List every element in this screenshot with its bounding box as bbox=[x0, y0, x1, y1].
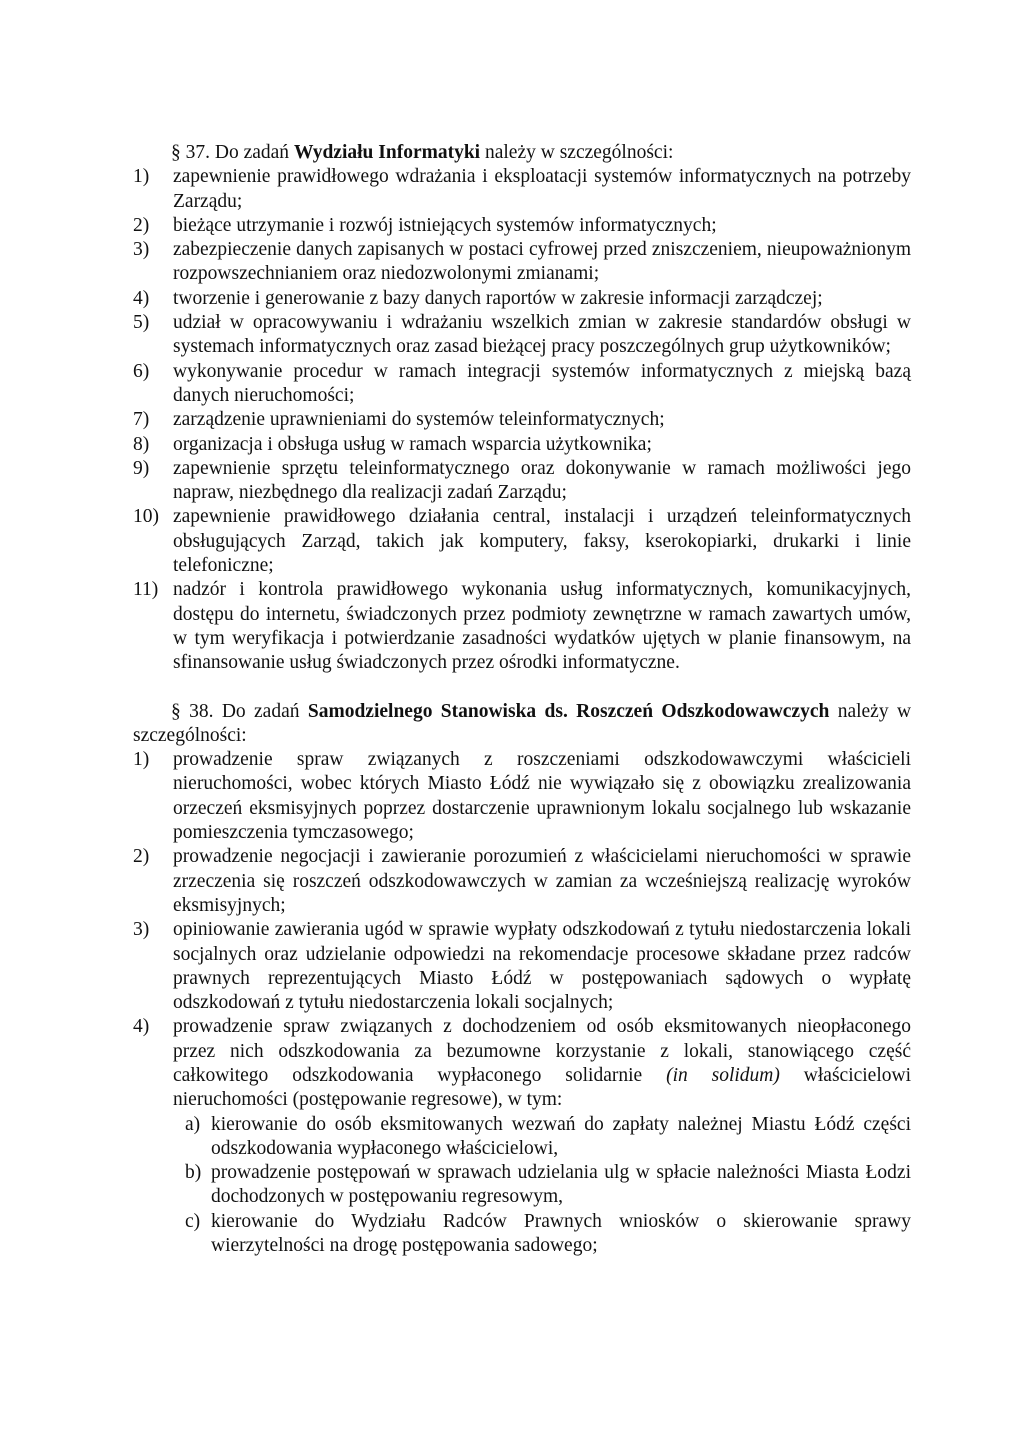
item-number: 10) bbox=[133, 506, 159, 528]
list-item bbox=[133, 918, 911, 1015]
item-number: 5) bbox=[133, 312, 150, 334]
section-number: § 38. bbox=[171, 700, 214, 722]
item-text: zapewnienie prawidłowego działania central, instalacji i urządzeń teleinformatycznych obsługujących Zarząd, takich jak komputery, faksy, kserokopiarki, drukarki i linie telefoniczne; bbox=[173, 506, 911, 577]
item-text: udział w opracowywaniu i wdrażaniu wszelkich zmian w zakresie standardów obsługi w systemach informatycznych oraz zasad bieżącej pracy poszczególnych grup użytkowników; bbox=[173, 312, 911, 358]
list-item bbox=[133, 238, 911, 287]
item-text: bieżące utrzymanie i rozwój istniejących systemów informatycznych; bbox=[173, 214, 717, 236]
list-item bbox=[133, 214, 911, 238]
sub-item-text: kierowanie do osób eksmitowanych wezwań do zapłaty należnej Miastu Łódź części odszkodowania wypłaconego właścicielowi, bbox=[211, 1113, 911, 1159]
section-37-heading bbox=[133, 141, 911, 165]
item-number: 8) bbox=[133, 433, 150, 455]
item-text: zarządzenie uprawnieniami do systemów teleinformatycznych; bbox=[173, 409, 665, 431]
sub-item-text: kierowanie do Wydziału Radców Prawnych wniosków o skierowanie sprawy wierzytelności na drogę postępowania sadowego; bbox=[211, 1210, 911, 1257]
section-spacer bbox=[133, 676, 911, 700]
section-title: Samodzielnego Stanowiska ds. Roszczeń Odszkodowawczych bbox=[307, 700, 830, 722]
item-number: 1) bbox=[133, 749, 150, 771]
section-lead: Do zadań bbox=[221, 700, 300, 722]
sub-list-item bbox=[173, 1210, 911, 1259]
item-number: 6) bbox=[133, 360, 150, 382]
item-text: tworzenie i generowanie z bazy danych raportów w zakresie informacji zarządczej; bbox=[173, 287, 823, 309]
list-item bbox=[133, 433, 911, 457]
list-item bbox=[133, 748, 911, 845]
list-item bbox=[133, 408, 911, 432]
section-37-list bbox=[133, 165, 911, 675]
section-38-list bbox=[133, 748, 911, 1258]
item-number: 2) bbox=[133, 214, 150, 236]
section-lead: Do zadań bbox=[214, 142, 290, 163]
sub-list bbox=[173, 1113, 911, 1259]
section-38-heading bbox=[133, 700, 911, 749]
item-number: 11) bbox=[133, 579, 159, 601]
item-number: 3) bbox=[133, 239, 150, 261]
section-title: Wydziału Informatyki bbox=[293, 142, 481, 163]
sub-item-letter: c) bbox=[185, 1210, 201, 1232]
item-text: prowadzenie spraw związanych z roszczeniami odszkodowawczymi właścicieli nieruchomości, wobec których Miasto Łódź nie wywiązało się z obowiązku zrealizowania orzeczeń eksmisyjnych poprzez dostarczenie uprawnionym lokalu socjalnego lub wskazanie pomieszczenia tymczasowego; bbox=[173, 749, 911, 844]
sub-list-item bbox=[173, 1113, 911, 1162]
item-text: zapewnienie sprzętu teleinformatycznego oraz dokonywanie w ramach możliwości jego napraw, niezbędnego dla realizacji zadań Zarządu; bbox=[173, 457, 911, 504]
item-text: wykonywanie procedur w ramach integracji systemów informatycznych z miejską bazą danych nieruchomości; bbox=[173, 360, 911, 406]
sub-item-letter: b) bbox=[185, 1162, 202, 1184]
item-text: nadzór i kontrola prawidłowego wykonania usług informatycznych, komunikacyjnych, dostępu do internetu, świadczonych przez podmioty zewnętrzne w ramach zawartych umów, w tym weryfikacja i potwierdzanie zasadności wydatków ujętych w planie finansowym, na sfinansowanie usług świadczonych przez ośrodki informatyczne. bbox=[173, 579, 911, 674]
sub-item-text: prowadzenie postępowań w sprawach udzielania ulg w spłacie należności Miasta Łodzi dochodzonych w postępowaniu regresowym, bbox=[211, 1162, 911, 1208]
item-text: zapewnienie prawidłowego wdrażania i eksploatacji systemów informatycznych na potrzeby Zarządu; bbox=[173, 166, 911, 212]
item-text: właścicielowi nieruchomości (postępowanie regresowe), w tym: bbox=[173, 1064, 912, 1111]
list-item bbox=[133, 360, 911, 409]
list-item bbox=[133, 505, 911, 578]
list-item bbox=[133, 1015, 911, 1258]
list-item bbox=[133, 845, 911, 918]
list-item bbox=[133, 578, 911, 675]
item-text: prowadzenie negocjacji i zawieranie porozumień z właścicielami nieruchomości w sprawie zrzeczenia się roszczeń odszkodowawczych w zamian za wcześniejszą realizację wyroków eksmisyjnych; bbox=[173, 846, 911, 916]
item-number: 3) bbox=[133, 919, 150, 941]
list-item bbox=[133, 165, 911, 214]
item-number: 1) bbox=[133, 166, 150, 188]
document-page bbox=[133, 141, 911, 1258]
section-tail: należy w szczególności: bbox=[484, 142, 674, 163]
list-item bbox=[133, 311, 911, 360]
item-text: organizacja i obsługa usług w ramach wsparcia użytkownika; bbox=[173, 433, 652, 455]
list-item bbox=[133, 457, 911, 506]
item-text: zabezpieczenie danych zapisanych w postaci cyfrowej przed zniszczeniem, nieupoważnionym rozpowszechnianiem oraz niedozwolonymi zmianami; bbox=[173, 239, 911, 285]
item-number: 4) bbox=[133, 1016, 150, 1038]
item-number: 4) bbox=[133, 287, 150, 309]
item-number: 7) bbox=[133, 409, 150, 431]
item-number: 9) bbox=[133, 457, 150, 479]
list-item bbox=[133, 287, 911, 311]
item-number: 2) bbox=[133, 846, 150, 868]
sub-item-letter: a) bbox=[185, 1113, 201, 1135]
sub-list-item bbox=[173, 1161, 911, 1210]
section-number: § 37. bbox=[171, 142, 210, 163]
item-text: opiniowanie zawierania ugód w sprawie wypłaty odszkodowań z tytułu niedostarczenia lokali socjalnych oraz udzielanie odpowiedzi na rekomendacje procesowe składane przez radców prawnych reprezentujących Miasto Łódź w postępowaniach sądowych o wypłatę odszkodowań z tytułu niedostarczenia lokali socjalnych; bbox=[173, 919, 911, 1014]
item-text-italic: (in solidum) bbox=[666, 1064, 780, 1086]
section-tail: należy w szczególności: bbox=[133, 700, 912, 746]
item-text: prowadzenie spraw związanych z dochodzeniem od osób eksmitowanych nieopłaconego przez nich odszkodowania za bezumowne korzystanie z lokali, stanowiącego część całkowitego odszkodowania wypłaconego solidarnie bbox=[173, 1016, 911, 1086]
